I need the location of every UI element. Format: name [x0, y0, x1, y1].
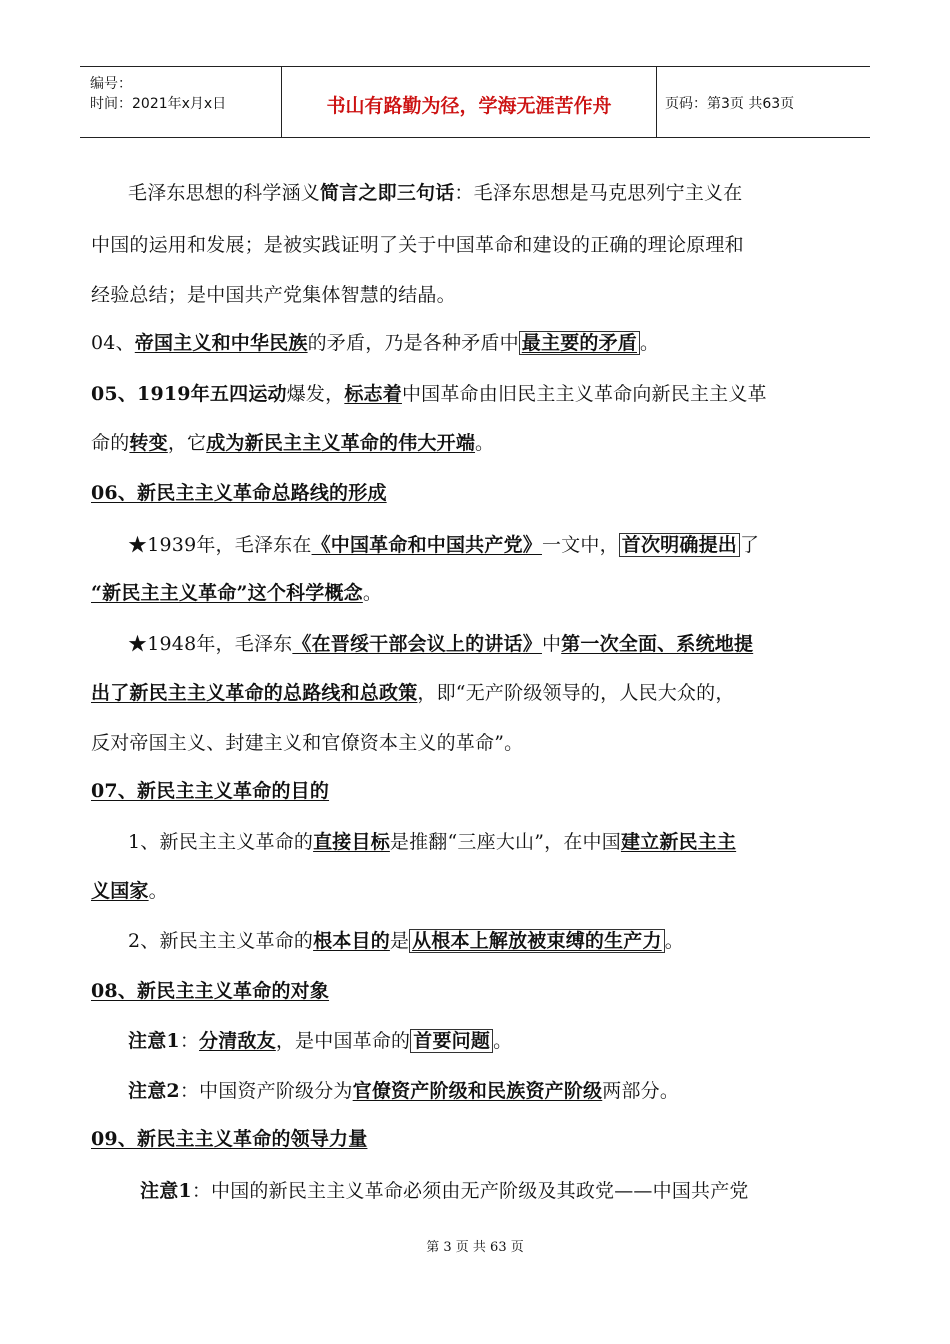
text-run: 中国革命由旧民主主义革命向新民主主义革: [401, 383, 767, 405]
item-number: 05、: [91, 383, 138, 405]
text-run: 1、新民主主义革命的: [128, 831, 314, 853]
header-info-cell: [80, 67, 282, 137]
key-term: “新民主主义革命”这个科学概念: [91, 582, 363, 604]
bold-text: 简言之即三句话: [320, 182, 455, 204]
paragraph-line: [91, 578, 382, 608]
paragraph-line: 反对帝国主义、封建主义和官僚资本主义的革命”。: [91, 732, 524, 754]
item-number: 04、: [91, 332, 135, 354]
key-term: 根本目的: [313, 930, 390, 952]
document-header: [80, 66, 870, 138]
section-heading-07: 07、新民主主义革命的目的: [91, 780, 330, 802]
text-run: 。: [664, 930, 684, 952]
bold-text: 1919年五四运动: [137, 383, 287, 405]
note-label: 注意1: [128, 1030, 180, 1052]
text-run: 一文中，: [541, 534, 619, 556]
key-term: 分清敌友: [199, 1030, 276, 1052]
key-term: 成为新民主主义革命的伟大开端: [206, 432, 476, 454]
doc-number-label: 编号：: [90, 76, 132, 92]
text-run: 。: [148, 880, 168, 902]
paragraph-line: [128, 926, 684, 956]
key-term: 出了新民主主义革命的总路线和总政策: [91, 682, 418, 704]
text-run: 了: [739, 534, 760, 556]
text-run: 。: [493, 1030, 513, 1052]
text-run: 。: [640, 332, 660, 354]
key-term: 帝国主义和中华民族: [134, 332, 308, 354]
item-05: [91, 379, 767, 409]
text-run: 爆发，: [286, 383, 345, 405]
section-heading-06: 06、新民主主义革命总路线的形成: [91, 482, 387, 504]
text-run: 。: [362, 582, 383, 604]
text-run: 毛泽东思想的科学涵义: [128, 182, 321, 204]
paragraph-line: 中国的运用和发展；是被实践证明了关于中国革命和建设的正确的理论原理和: [91, 234, 744, 256]
paragraph-line: [140, 1176, 749, 1206]
text-run: ★1939年，毛泽东在: [128, 534, 312, 556]
note-label: 注意2: [128, 1080, 180, 1102]
item-04: [91, 328, 659, 358]
key-term: 义国家: [91, 880, 149, 902]
text-run: ，是中国革命的: [275, 1030, 411, 1052]
header-page-cell: [657, 67, 870, 137]
key-term: 官僚资产阶级和民族资产阶级: [352, 1080, 603, 1102]
key-term: 《在晋绥干部会议上的讲话》: [292, 633, 542, 655]
key-term: 转变: [129, 432, 168, 454]
text-run: 是: [389, 930, 410, 952]
text-run: 是推翻“三座大山”，在中国: [389, 831, 621, 853]
page-footer: 第 3 页 共 63 页: [426, 1240, 524, 1255]
paragraph-line: [128, 530, 759, 560]
section-heading-09: 09、新民主主义革命的领导力量: [91, 1128, 368, 1150]
text-run: ：: [179, 1030, 200, 1052]
text-run: ，即“无产阶级领导的，人民大众的，: [417, 682, 735, 704]
paragraph-line: [128, 1076, 679, 1106]
text-run: 中: [541, 633, 562, 655]
text-run: 的矛盾，乃是各种矛盾中: [307, 332, 519, 354]
text-run: ：中国资产阶级分为: [179, 1080, 353, 1102]
key-term: 第一次全面、系统地提: [561, 633, 754, 655]
header-motto: 书山有路勤为径，学海无涯苦作舟: [326, 95, 612, 117]
boxed-term: 从根本上解放被束缚的生产力: [409, 929, 665, 953]
boxed-term: 最主要的矛盾: [519, 331, 640, 355]
text-run: ：中国的新民主主义革命必须由无产阶级及其政党——中国共产党: [191, 1180, 749, 1202]
note-label: 注意1: [140, 1180, 192, 1202]
key-term: 直接目标: [313, 831, 390, 853]
doc-time-label: 时间：2021年x月x日: [90, 96, 227, 112]
key-term: 标志着: [344, 383, 402, 405]
paragraph-line: 经验总结；是中国共产党集体智慧的结晶。: [91, 284, 456, 306]
text-run: ★1948年，毛泽东: [128, 633, 293, 655]
text-run: 命的: [91, 432, 130, 454]
paragraph-line: [128, 629, 753, 659]
key-term: 《中国革命和中国共产党》: [311, 534, 542, 556]
text-run: 两部分。: [602, 1080, 680, 1102]
key-term: 建立新民主主: [620, 831, 737, 853]
paragraph-line: [128, 827, 736, 857]
paragraph-line: [91, 428, 494, 458]
paragraph-line: [91, 678, 735, 708]
boxed-term: 首次明确提出: [619, 533, 740, 557]
text-run: ，它: [167, 432, 207, 454]
boxed-term: 首要问题: [410, 1029, 493, 1053]
paragraph-line: [91, 876, 168, 906]
header-page-code: 页码：第3页 共63页: [665, 96, 795, 112]
paragraph-line: [128, 1026, 512, 1056]
header-motto-cell: [282, 67, 657, 137]
section-heading-08: 08、新民主主义革命的对象: [91, 980, 330, 1002]
paragraph-line: [128, 178, 742, 208]
text-run: ：毛泽东思想是马克思列宁主义在: [454, 182, 743, 204]
text-run: 2、新民主主义革命的: [128, 930, 314, 952]
text-run: 。: [475, 432, 495, 454]
